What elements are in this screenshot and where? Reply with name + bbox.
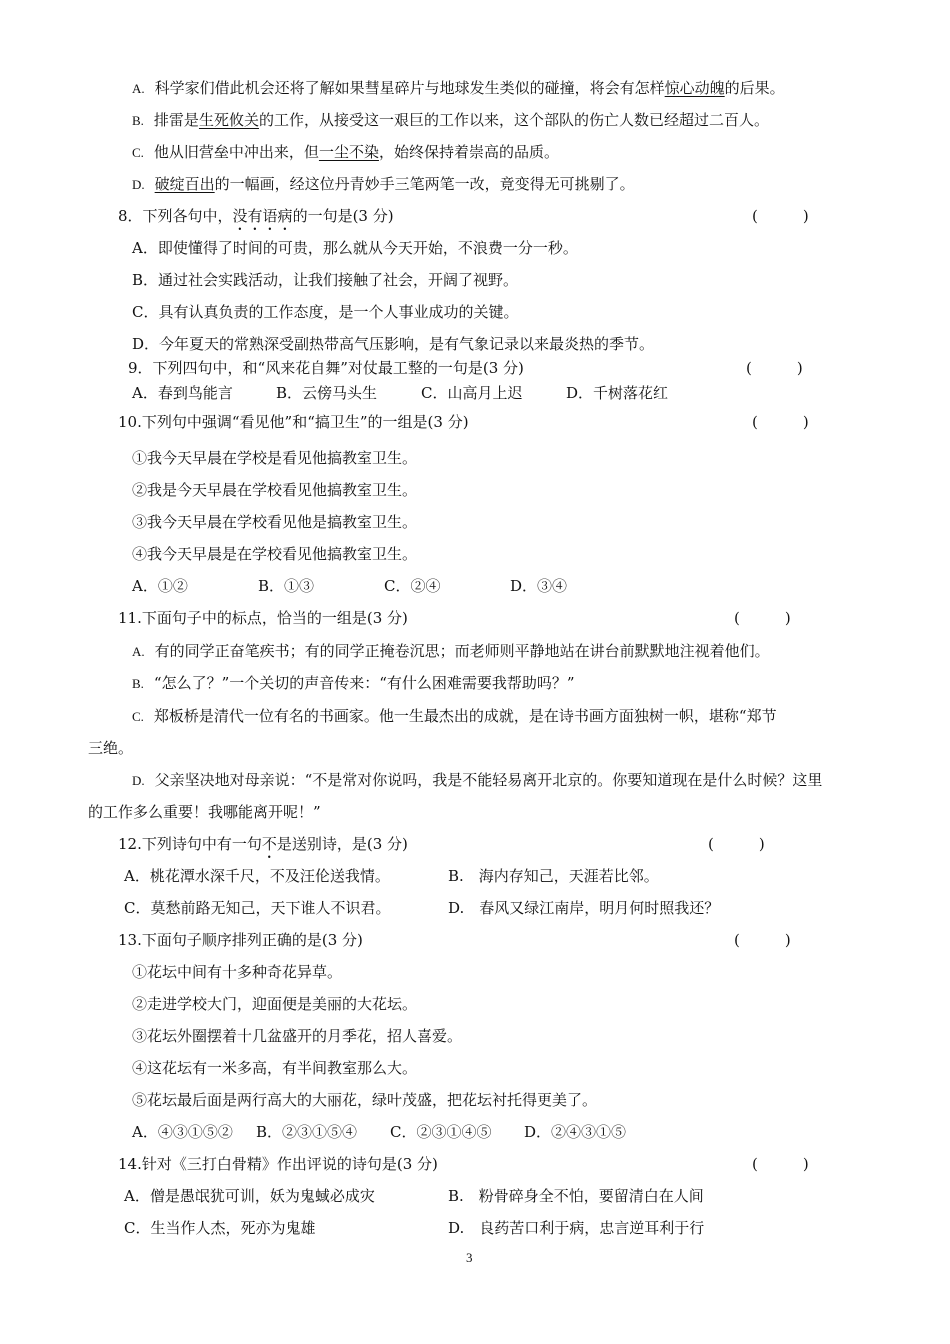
page-number: 3 <box>466 1250 473 1265</box>
q13-item-3: ③花坛外圈摆着十几盆盛开的月季花，招人喜爱。 <box>132 1027 463 1045</box>
q10-options <box>132 576 567 596</box>
q11-stem: 11.下面句子中的标点，恰当的一组是(3 分) <box>118 609 408 627</box>
q11-option-c-cont: 三绝。 <box>88 739 134 757</box>
q11-option-a: A. 有的同学正奋笔疾书；有的同学正掩卷沉思；而老师则平静地站在讲台前默默地注视着他们。 <box>132 642 770 660</box>
q12-options-row2 <box>124 898 719 918</box>
q7-option-a: A. 科学家们借此机会还将了解如果彗星碎片与地球发生类似的碰撞，将会有怎样惊心动魄的后果。 <box>132 79 785 97</box>
q14-options-row1 <box>124 1186 704 1206</box>
q13-option-d: D．②④③①⑤ <box>524 1123 627 1141</box>
q11-option-d-cont: 的工作多么重要！我哪能离开呢！” <box>88 803 321 821</box>
q13-item-2: ②走进学校大门，迎面便是美丽的大花坛。 <box>132 995 418 1013</box>
q12-option-d: D. 春风又绿江南岸，明月何时照我还？ <box>448 899 720 917</box>
q11-option-c: C. 郑板桥是清代一位有名的书画家。他一生最杰出的成就，是在诗书画方面独树一帜，堪称“郑节 <box>132 707 777 725</box>
q7-option-c: C. 他从旧营垒中冲出来，但一尘不染，始终保持着崇高的品质。 <box>132 143 559 161</box>
q13-item-4: ④这花坛有一米多高，有半间教室那么大。 <box>132 1059 418 1077</box>
q9-option-b: B．云傍马头生 <box>276 384 378 402</box>
q10-answer-paren: ( ) <box>752 413 809 431</box>
q14-option-d: D. 良药苦口利于病，忠言逆耳利于行 <box>448 1219 705 1237</box>
q10-item-2: ②我是今天早晨在学校看见他搞教室卫生。 <box>132 481 418 499</box>
q7-option-d: D. 破绽百出的一幅画，经这位丹青妙手三笔两笔一改，竟变得无可挑剔了。 <box>132 175 635 193</box>
q8-emphasis: 没有语病 <box>232 207 293 225</box>
q10-item-4: ④我今天早晨是在学校看见他搞教室卫生。 <box>132 545 418 563</box>
q12-options-row1 <box>124 866 659 886</box>
q13-option-a: A．④③①⑤② <box>132 1123 233 1141</box>
q13-option-c: C．②③①④⑤ <box>390 1123 492 1141</box>
q9-option-a: A．春到鸟能言 <box>132 384 233 402</box>
q12-answer-paren: ( ) <box>708 835 765 853</box>
q8-stem: 8．下列各句中，没有语病的一句是(3 分) <box>118 207 394 225</box>
q9-options <box>132 383 668 403</box>
q14-options-row2 <box>124 1218 704 1238</box>
q8-option-c: C．具有认真负责的工作态度，是一个人事业成功的关键。 <box>132 303 519 321</box>
q13-options <box>132 1122 626 1142</box>
q10-option-d: D．③④ <box>510 577 568 595</box>
q7-option-b: B. 排雷是生死攸关的工作，从接受这一艰巨的工作以来，这个部队的伤亡人数已经超过二百人。 <box>132 111 769 129</box>
q12-stem: 12.下列诗句中有一句不是送别诗，是(3 分) <box>118 835 408 853</box>
q9-option-c: C．山高月上迟 <box>421 384 523 402</box>
q12-emphasis: 不 <box>261 835 277 853</box>
q14-option-b: B. 粉骨碎身全不怕，要留清白在人间 <box>448 1187 704 1205</box>
q12-option-c: C．莫愁前路无知己，天下谁人不识君。 <box>124 899 391 917</box>
q13-item-1: ①花坛中间有十多种奇花异草。 <box>132 963 343 981</box>
q8-option-b: B．通过社会实践活动，让我们接触了社会，开阔了视野。 <box>132 271 519 289</box>
q13-item-5: ⑤花坛最后面是两行高大的大丽花，绿叶茂盛，把花坛衬托得更美了。 <box>132 1091 598 1109</box>
q9-answer-paren: ( ) <box>746 359 803 377</box>
q8-option-d: D．今年夏天的常熟深受副热带高气压影响，是有气象记录以来最炎热的季节。 <box>132 335 655 353</box>
q14-option-a: A．僧是愚氓犹可训，妖为鬼蜮必成灾 <box>124 1187 375 1205</box>
q14-option-c: C．生当作人杰，死亦为鬼雄 <box>124 1219 316 1237</box>
q11-answer-paren: ( ) <box>734 609 791 627</box>
q8-option-a: A．即使懂得了时间的可贵，那么就从今天开始，不浪费一分一秒。 <box>132 239 578 257</box>
q8-answer-paren: ( ) <box>752 207 809 225</box>
q14-stem: 14.针对《三打白骨精》作出评说的诗句是(3 分) <box>118 1155 438 1173</box>
q13-option-b: B．②③①⑤④ <box>256 1123 358 1141</box>
q9-option-d: D．千树落花红 <box>566 384 669 402</box>
q11-option-d: D. 父亲坚决地对母亲说：“不是常对你说吗，我是不能轻易离开北京的。你要知道现在是什么时候？这里 <box>132 771 823 789</box>
q12-option-b: B. 海内存知己，天涯若比邻。 <box>448 867 659 885</box>
q13-answer-paren: ( ) <box>734 931 791 949</box>
q10-item-1: ①我今天早晨在学校是看见他搞教室卫生。 <box>132 449 418 467</box>
q14-answer-paren: ( ) <box>752 1155 809 1173</box>
q13-stem: 13.下面句子顺序排列正确的是(3 分) <box>118 931 363 949</box>
q10-item-3: ③我今天早晨在学校看见他是搞教室卫生。 <box>132 513 418 531</box>
q10-option-b: B．①③ <box>258 577 315 595</box>
q10-stem: 10.下列句中强调“看见他”和“搞卫生”的一组是(3 分) <box>118 413 469 431</box>
q9-stem: 9．下列四句中，和“风来花自舞”对仗最工整的一句是(3 分) <box>128 359 524 377</box>
q10-option-c: C．②④ <box>384 577 441 595</box>
q12-option-a: A．桃花潭水深千尺，不及汪伦送我情。 <box>124 867 390 885</box>
q11-option-b: B. “怎么了？”一个关切的声音传来：“有什么困难需要我帮助吗？” <box>132 674 575 692</box>
q10-option-a: A．①② <box>132 577 188 595</box>
